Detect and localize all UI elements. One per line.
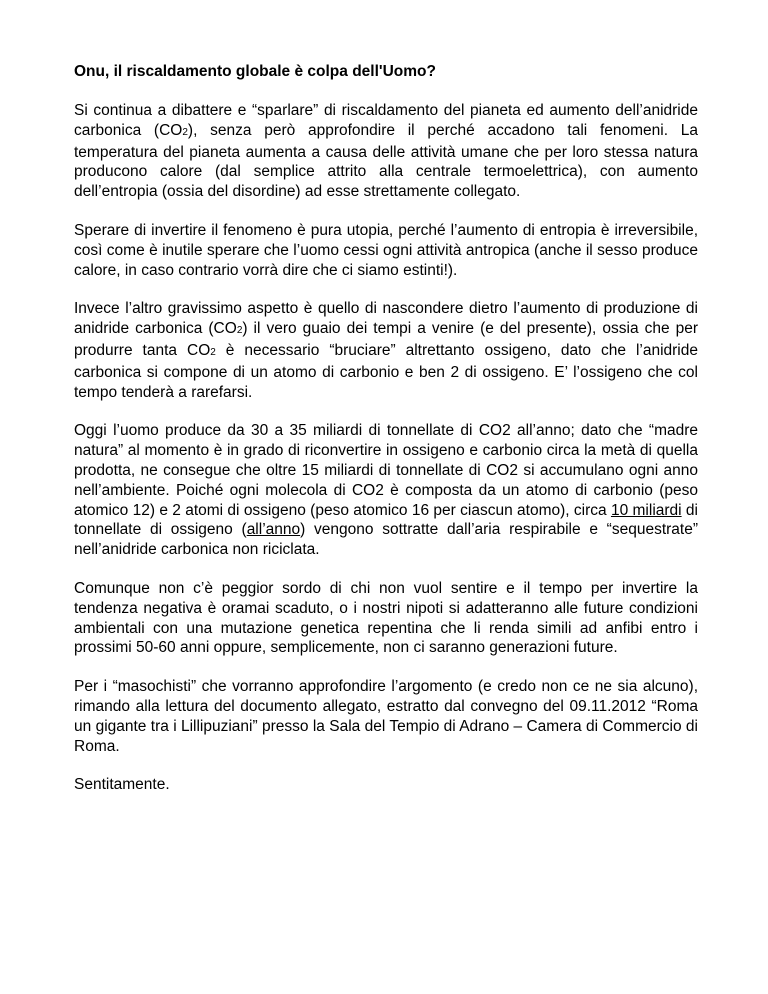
paragraph-3 [74,299,698,402]
paragraph-6: Per i “masochisti” che vorranno approfondire l’argomento (e credo non ce ne sia alcuno), rimando alla lettura del documento allegato, estratto dal convegno del 09.11.2012 “Roma un gigante tra i Lillipuziani” presso la Sala del Tempio di Adrano – Camera di Commercio di Roma. [74,678,698,755]
paragraph-3-text-b: ) il vero guaio dei tempi a venire (e del presente), ossia che per produrre tanta CO [74,320,698,359]
subscript-2: 2 [210,346,216,358]
paragraph-3-text-a: Invece l’altro gravissimo aspetto è quello di nascondere dietro l’aumento di produzione di anidride carbonica (CO [74,300,698,338]
paragraph-2: Sperare di invertire il fenomeno è pura utopia, perché l’aumento di entropia è irreversibile, così come è inutile sperare che l’uomo cessi ogni attività antropica (anche il sesso produce calore, in caso contrario vorrà dire che ci siamo estinti!). [74,221,698,279]
subscript-2: 2 [182,126,188,138]
paragraph-4-text-a: Oggi l’uomo produce da 30 a 35 miliardi di tonnellate di CO2 all’anno; dato che “madre natura” al momento è in grado di riconvertire in ossigeno e carbonio circa la metà di quella prodotta, ne consegue che oltre 15 miliardi di tonnellate di CO2 si accumulano ogni anno nell’ambiente. Poiché ogni molecola di CO2 è composta da un atomo di carbonio (peso atomico 12) e 2 atomi di ossigeno (peso atomico 16 per ciascun atomo), circa [74,422,698,519]
paragraph-4 [74,421,698,560]
subscript-2: 2 [236,325,243,337]
underlined-amount: 10 miliardi [610,501,682,519]
paragraph-4-text-c: ) vengono sottratte dall’aria respirabile e “sequestrate” nell’anidride carbonica non riciclata. [74,521,698,559]
closing-line: Sentitamente. [74,776,170,794]
document-title: Onu, il riscaldamento globale è colpa dell'Uomo? [74,63,436,80]
paragraph-5: Comunque non c’è peggior sordo di chi non vuol sentire e il tempo per invertire la tendenza negativa è oramai scaduto, o i nostri nipoti si adatteranno alle future condizioni ambientali con una mutazione genetica repentina che li renda simili ad anfibi entro i prossimi 50-60 anni oppure, semplicemente, non ci saranno generazioni future. [74,579,698,657]
paragraph-4-text-b: di tonnellate di ossigeno ( [74,501,698,539]
paragraph-3-text-c: è necessario “bruciare” altrettanto ossigeno, dato che l’anidride carbonica si compone di un atomo di carbonio e ben 2 di ossigeno. E’ l’ossigeno che col tempo tenderà a rarefarsi. [74,341,698,401]
paragraph-1 [74,101,698,202]
paragraph-1-text-b: ), senza però approfondire il perché accadono tali fenomeni. La temperatura del pianeta aumenta a causa delle attività umane che per loro stessa natura producono calore (dal semplice attrito alla centrale termoelettrica), con aumento dell’entropia (ossia del disordine) ad esse strettamente collegato. [74,121,698,201]
underlined-period: all’anno [246,521,301,539]
paragraph-1-text-a: Si continua a dibattere e “sparlare” di riscaldamento del pianeta ed aumento dell’anidride carbonica (CO [74,102,698,139]
